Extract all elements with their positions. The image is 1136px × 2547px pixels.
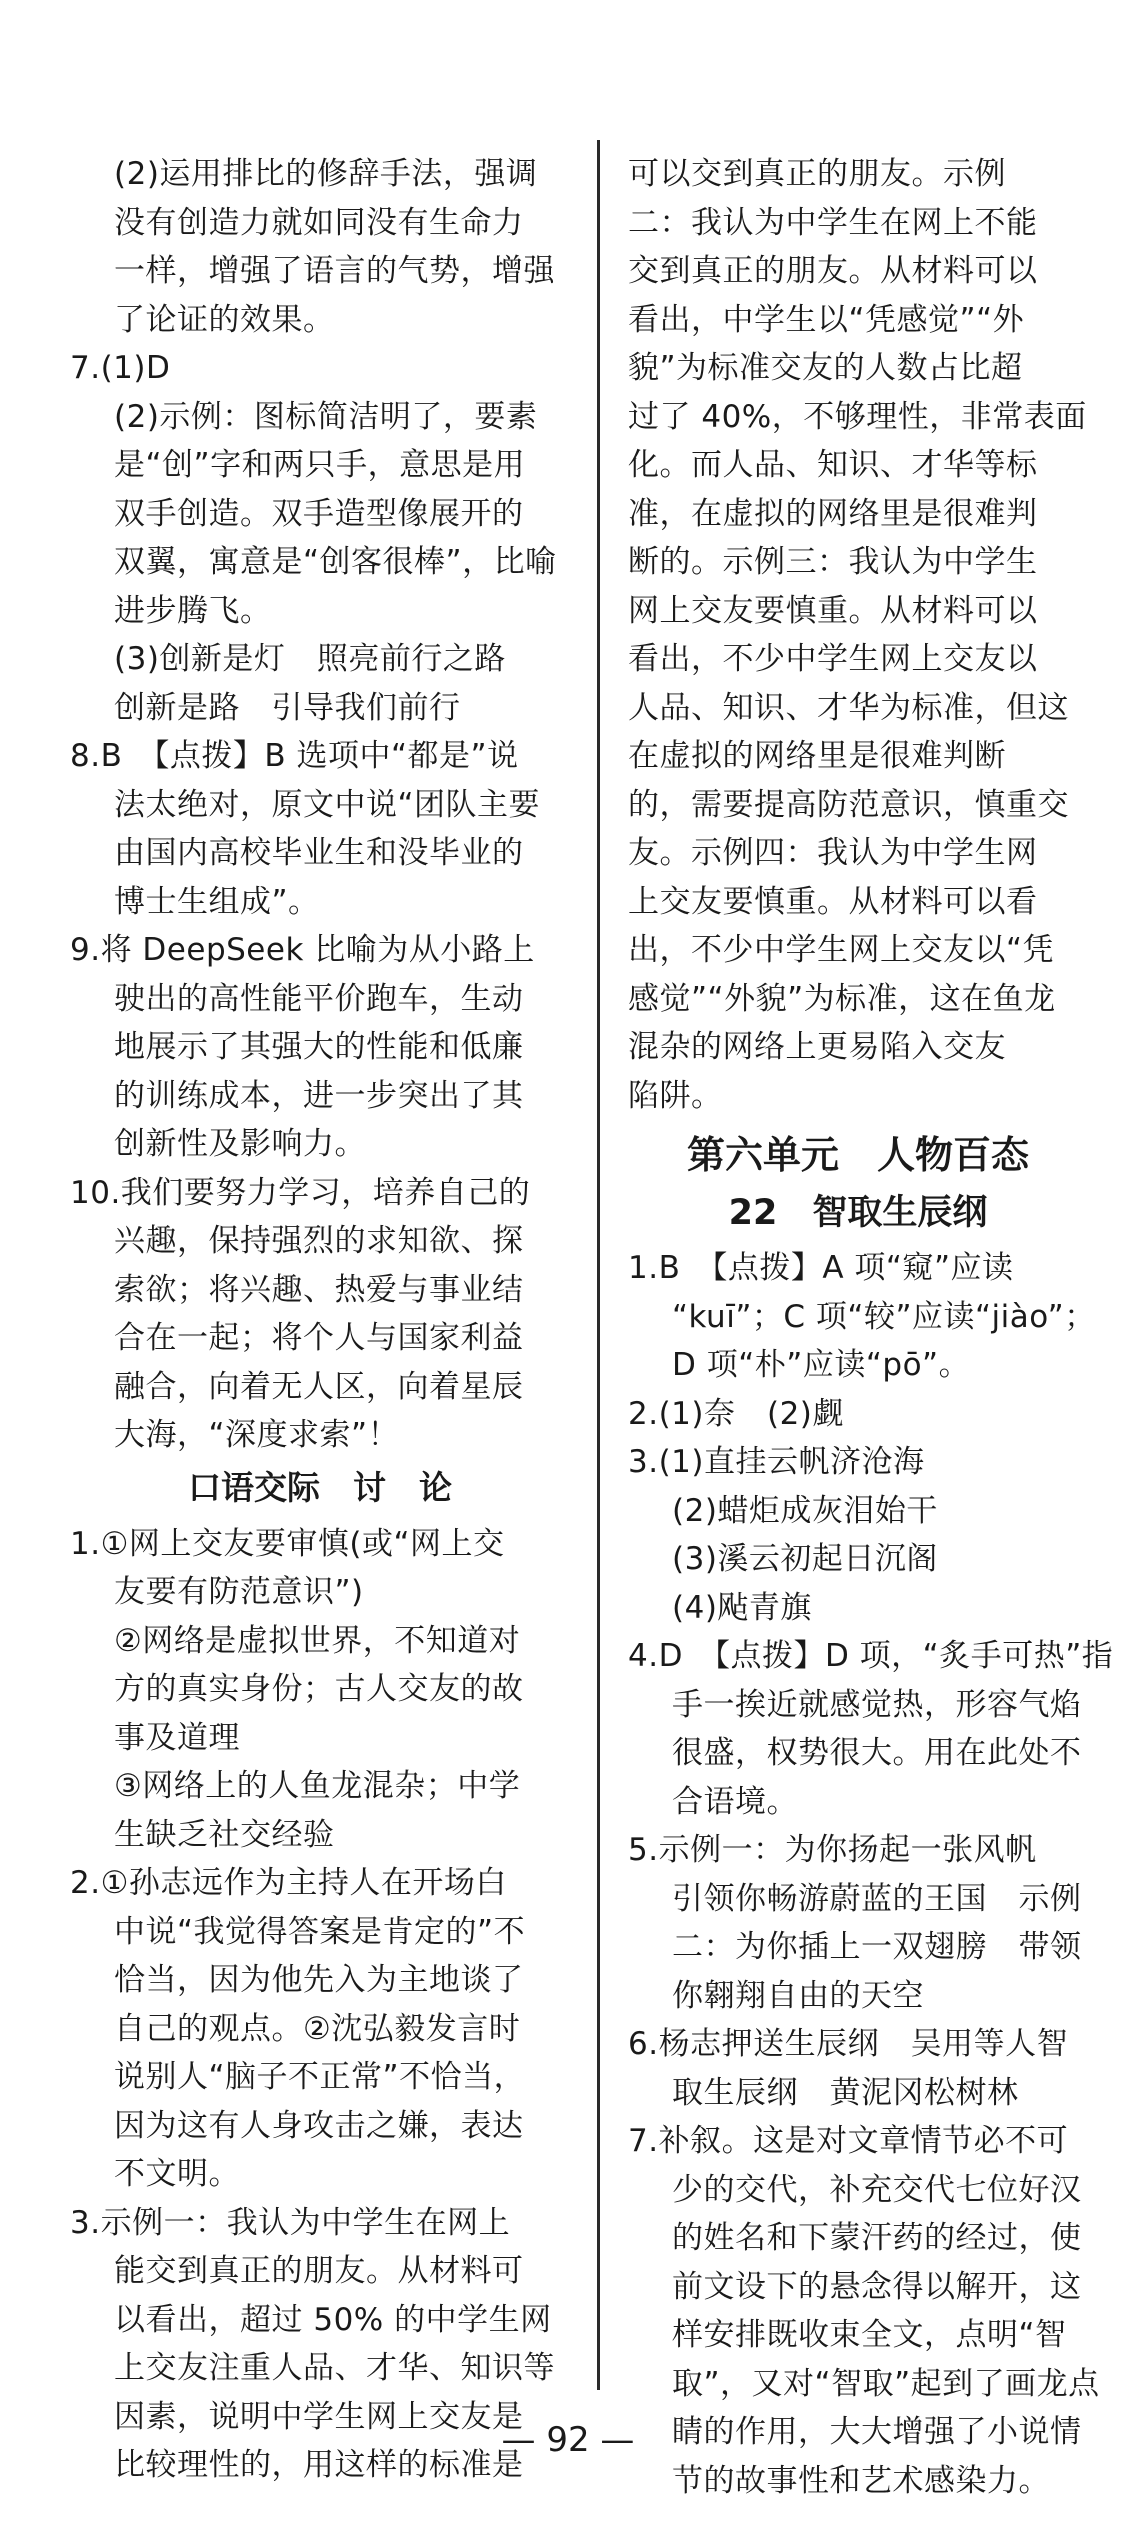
answer-line: 友。示例四：我认为中学生网 <box>628 835 1038 871</box>
answer-line: 驶出的高性能平价跑车，生动 <box>114 980 524 1017</box>
answer-line: 人品、知识、才华为标准，但这 <box>628 689 1069 726</box>
answer-line: 兴趣，保持强烈的求知欲、探 <box>114 1223 524 1259</box>
answer-line: 二：为你插上一双翅膀 带领 <box>672 1929 1082 1965</box>
answer-line: 过了 40%，不够理性，非常表面 <box>628 398 1087 435</box>
answer-line: 合在一起；将个人与国家利益 <box>114 1320 524 1356</box>
answer-line: (2)蜡炬成灰泪始干 <box>672 1492 938 1529</box>
answer-line: 合语境。 <box>672 1783 798 1820</box>
answer-line: 大海，“深度求索”！ <box>114 1417 400 1453</box>
answer-line: 感觉”“外貌”为标准，这在鱼龙 <box>628 980 1056 1017</box>
answer-line: 样安排既收束全文，点明“智 <box>672 2317 1067 2353</box>
answer-line: 上交友要慎重。从材料可以看 <box>628 883 1038 920</box>
answer-line: D 项“朴”应读“pō”。 <box>672 1347 971 1383</box>
answer-line: 很盛，权势很大。用在此处不 <box>672 1735 1082 1771</box>
answer-line: 貌”为标准交友的人数占比超 <box>628 350 1023 386</box>
answer-line: 9.将 DeepSeek 比喻为从小路上 <box>70 932 535 968</box>
lesson-heading: 22 智取生辰纲 <box>728 1193 988 1233</box>
answer-line: 取”，又对“智取”起到了画龙点 <box>672 2365 1100 2402</box>
answer-line: 1.B 【点拨】A 项“窥”应读 <box>628 1250 1014 1286</box>
answer-line: 中说“我觉得答案是肯定的”不 <box>114 1913 526 1950</box>
answer-line: (3)溪云初起日沉阁 <box>672 1541 938 1577</box>
answer-line: 取生辰纲 黄泥冈松树林 <box>672 2074 1019 2111</box>
answer-line: 友要有防范意识”) <box>114 1574 364 1610</box>
answer-line: 少的交代，补充交代七位好汉 <box>672 2171 1082 2208</box>
answer-line: 融合，向着无人区，向着星辰 <box>114 1368 524 1405</box>
answer-line: (2)运用排比的修辞手法，强调 <box>114 156 538 192</box>
answer-line: 引领你畅游蔚蓝的王国 示例 <box>672 1880 1082 1917</box>
answer-line: 准，在虚拟的网络里是很难判 <box>628 495 1038 532</box>
answer-line: 2.①孙志远作为主持人在开场白 <box>70 1865 507 1901</box>
answer-line: 3.示例一：我认为中学生在网上 <box>70 2204 511 2241</box>
answer-line: 能交到真正的朋友。从材料可 <box>114 2253 524 2289</box>
answer-line: 手一挨近就感觉热，形容气焰 <box>672 1686 1082 1723</box>
answer-line: 化。而人品、知识、才华等标 <box>628 447 1038 483</box>
answer-line: 双手创造。双手造型像展开的 <box>114 495 524 532</box>
answer-line: 没有创造力就如同没有生命力 <box>114 204 524 241</box>
answer-line: 是“创”字和两只手，意思是用 <box>114 447 526 483</box>
answer-line: 混杂的网络上更易陷入交友 <box>628 1029 1006 1065</box>
page-number: — 92 — <box>501 2420 635 2460</box>
answer-line: 以看出，超过 50% 的中学生网 <box>114 2301 552 2338</box>
answer-line: 看出，不少中学生网上交友以 <box>628 641 1038 677</box>
answer-line: 前文设下的悬念得以解开，这 <box>672 2268 1082 2305</box>
unit-heading: 第六单元 人物百态 <box>686 1133 1029 1177</box>
answer-line: 生缺乏社交经验 <box>114 1816 335 1853</box>
answer-line: 6.杨志押送生辰纲 吴用等人智 <box>628 2026 1069 2062</box>
answer-line: 因为这有人身攻击之嫌，表达 <box>114 2107 524 2144</box>
section-heading: 口语交际 讨 论 <box>188 1467 452 1507</box>
answer-line: 7.(1)D <box>70 350 171 386</box>
answer-line: “kuī”；C 项“较”应读“jiào”； <box>672 1298 1096 1335</box>
answer-line: (3)创新是灯 照亮前行之路 <box>114 641 506 677</box>
answer-line: 双翼，寓意是“创客很棒”，比喻 <box>114 544 557 580</box>
answer-line: 由国内高校毕业生和没毕业的 <box>114 835 524 871</box>
answer-line: (2)示例：图标简洁明了，要素 <box>114 398 538 435</box>
answer-line: 4.D 【点拨】D 项，“炙手可热”指 <box>628 1638 1114 1674</box>
answer-line: 的训练成本，进一步突出了其 <box>114 1077 524 1114</box>
answer-line: 7.补叙。这是对文章情节必不可 <box>628 2123 1069 2159</box>
answer-line: 的，需要提高防范意识，慎重交 <box>628 786 1069 823</box>
answer-line: 二：我认为中学生在网上不能 <box>628 204 1038 241</box>
answer-line: (4)飐青旗 <box>672 1589 812 1626</box>
answer-line: 一样，增强了语言的气势，增强 <box>114 253 555 289</box>
answer-line: 断的。示例三：我认为中学生 <box>628 544 1038 580</box>
answer-line: 出，不少中学生网上交友以“凭 <box>628 932 1055 968</box>
answer-line: 10.我们要努力学习，培养自己的 <box>70 1174 531 1211</box>
answer-line: 陷阱。 <box>628 1077 723 1114</box>
answer-line: 你翱翔自由的天空 <box>672 1977 924 2014</box>
left-column <box>70 150 570 2490</box>
answer-line: 2.(1)奈 (2)觑 <box>628 1395 844 1432</box>
answer-line: 看出，中学生以“凭感觉”“外 <box>628 301 1025 338</box>
answer-line: 比较理性的，用这样的标准是 <box>114 2447 524 2483</box>
answer-line: ③网络上的人鱼龙混杂；中学 <box>114 1768 521 1804</box>
answer-line: 创新是路 引导我们前行 <box>114 689 461 726</box>
answer-line: 8.B 【点拨】B 选项中“都是”说 <box>70 738 519 774</box>
answer-line: 地展示了其强大的性能和低廉 <box>114 1029 524 1065</box>
answer-line: 上交友注重人品、才华、知识等 <box>114 2350 555 2386</box>
answer-line: 不文明。 <box>114 2156 240 2192</box>
answer-line: 事及道理 <box>114 1719 240 1756</box>
answer-line: 因素，说明中学生网上交友是 <box>114 2398 524 2435</box>
answer-line: ②网络是虚拟世界，不知道对 <box>114 1622 521 1659</box>
answer-line: 了论证的效果。 <box>114 301 335 338</box>
answer-line: 3.(1)直挂云帆济沧海 <box>628 1444 925 1480</box>
answer-line: 交到真正的朋友。从材料可以 <box>628 253 1038 289</box>
answer-line: 法太绝对，原文中说“团队主要 <box>114 786 541 823</box>
answer-line: 创新性及影响力。 <box>114 1126 366 1162</box>
answer-line: 恰当，因为他先入为主地谈了 <box>114 1962 524 1998</box>
answer-line: 进步腾飞。 <box>114 592 272 629</box>
right-column <box>628 150 1114 2505</box>
answer-line: 睛的作用，大大增强了小说情 <box>672 2414 1082 2450</box>
answer-line: 方的真实身份；古人交友的故 <box>114 1671 524 1707</box>
answer-line: 节的故事性和艺术感染力。 <box>672 2462 1050 2499</box>
answer-line: 可以交到真正的朋友。示例 <box>628 156 1006 192</box>
answer-line: 索欲；将兴趣、热爱与事业结 <box>114 1271 524 1308</box>
answer-line: 说别人“脑子不正常”不恰当， <box>114 2059 526 2095</box>
answer-line: 网上交友要慎重。从材料可以 <box>628 592 1038 629</box>
answer-line: 5.示例一：为你扬起一张风帆 <box>628 1832 1037 1868</box>
column-divider <box>597 140 600 2390</box>
answer-line: 自己的观点。②沈弘毅发言时 <box>114 2010 521 2047</box>
answer-line: 博士生组成”。 <box>114 883 320 920</box>
answer-line: 的姓名和下蒙汗药的经过，使 <box>672 2220 1082 2256</box>
answer-line: 在虚拟的网络里是很难判断 <box>628 738 1006 774</box>
answer-line: 1.①网上交友要审慎(或“网上交 <box>70 1525 505 1562</box>
